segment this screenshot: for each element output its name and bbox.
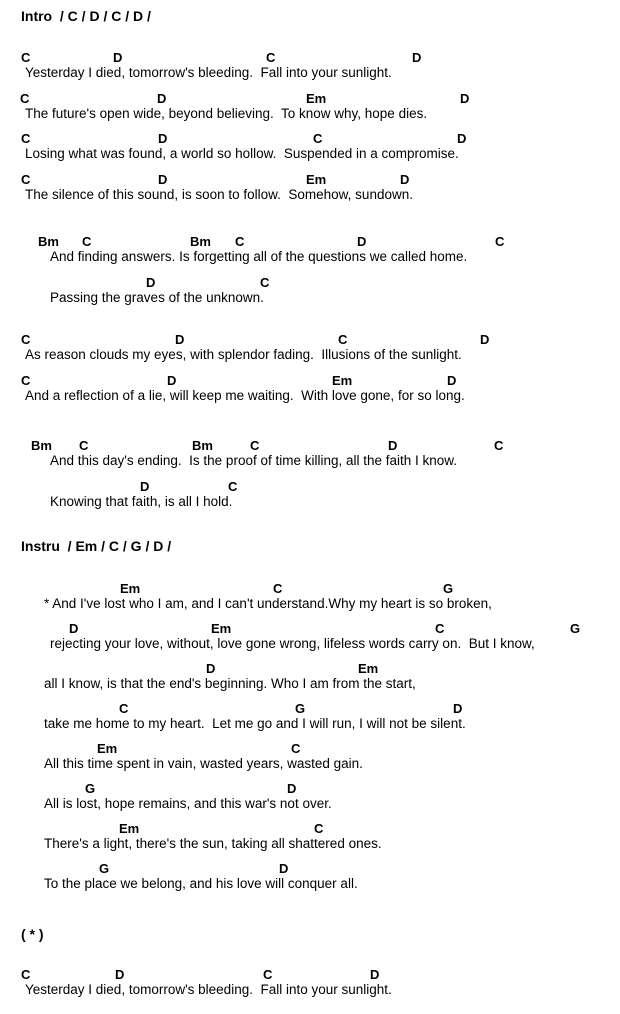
lyric-line: And finding answers. Is forgetting all of the questions we called home. [50,249,468,264]
chord-line [0,821,620,837]
chord-line [0,91,620,107]
lyric-line: rejecting your love, without, love gone wrong, lifeless words carry on. But I know, [50,636,535,651]
section-heading: ( * ) [21,926,44,942]
chord: D [453,701,463,716]
chord: Bm [38,234,59,249]
chord: C [266,50,276,65]
chord: Bm [190,234,211,249]
chord: D [206,661,216,676]
lyric-line: And this day's ending. Is the proof of time killing, all the faith I know. [50,453,458,468]
chord: Em [119,821,140,836]
lyric-line: Yesterday I died, tomorrow's bleeding. Fall into your sunlight. [25,65,392,80]
chord-line [0,438,620,454]
chord: C [20,91,30,106]
chord: C [21,332,31,347]
chord: Em [211,621,232,636]
lyric-line: All is lost, hope remains, and this war's not over. [44,796,332,811]
chord: D [146,275,156,290]
chord: D [158,172,168,187]
chord: C [21,172,31,187]
lyric-line: take me home to my heart. Let me go and I will run, I will not be silent. [44,716,466,731]
chord-line [0,661,620,677]
chord: C [291,741,301,756]
section-heading: Intro / C / D / C / D / [21,8,151,24]
chord: C [21,967,31,982]
chord: C [260,275,270,290]
chord: Bm [31,438,52,453]
chord: D [460,91,470,106]
chord-line [0,234,620,250]
chord: D [167,373,177,388]
chord: Em [306,91,327,106]
lyric-line: The future's open wide, beyond believing. To know why, hope dies. [25,106,428,121]
chord-line [0,861,620,877]
chord: D [480,332,490,347]
chord-line [0,581,620,597]
chord: C [21,50,31,65]
chord: Em [358,661,379,676]
chord-line [0,479,620,495]
chord: G [295,701,306,716]
lyric-line: The silence of this sound, is soon to follow. Somehow, sundown. [25,187,413,202]
lyric-line: Yesterday I died, tomorrow's bleeding. Fall into your sunlight. [25,982,392,997]
chord: C [82,234,92,249]
chord: C [494,438,504,453]
chord-line [0,275,620,291]
chord: Em [332,373,353,388]
chord: D [447,373,457,388]
chord: G [99,861,110,876]
chord: C [435,621,445,636]
chord: D [287,781,297,796]
chord: C [21,373,31,388]
chord-line [0,50,620,66]
chord: D [279,861,289,876]
chord: C [250,438,260,453]
chord: G [443,581,454,596]
chord: Em [306,172,327,187]
lyric-line: There's a light, there's the sun, taking all shattered ones. [44,836,382,851]
chord: C [228,479,238,494]
lyric-line: Losing what was found, a world so hollow. Suspended in a compromise. [25,146,459,161]
section-heading: Instru / Em / C / G / D / [21,538,172,554]
chord: D [113,50,123,65]
chord: C [495,234,505,249]
chord: C [79,438,89,453]
chord: D [140,479,150,494]
chord: Em [97,741,118,756]
chord: G [570,621,581,636]
chord-line [0,781,620,797]
chord-line [0,332,620,348]
chord: D [357,234,367,249]
chord: Bm [192,438,213,453]
chord-line [0,967,620,983]
chord: C [338,332,348,347]
chord: C [314,821,324,836]
chord-line [0,741,620,757]
chord-line [0,131,620,147]
chord: C [119,701,129,716]
chord: D [158,131,168,146]
chord-line [0,621,620,637]
chord: D [115,967,125,982]
chord-line [0,172,620,188]
chord: D [175,332,185,347]
lyric-line: all I know, is that the end's beginning. Who I am from the start, [44,676,416,691]
chord-line [0,373,620,389]
chord: G [85,781,96,796]
lyric-line: All this time spent in vain, wasted years, wasted gain. [44,756,363,771]
chord: Em [120,581,141,596]
chord: D [157,91,167,106]
lyric-line: Knowing that faith, is all I hold. [50,494,233,509]
chord: C [313,131,323,146]
chord: D [400,172,410,187]
chord: D [69,621,79,636]
lyric-line: Passing the graves of the unknown. [50,290,264,305]
chord: C [263,967,273,982]
chord: D [388,438,398,453]
lyric-line: To the place we belong, and his love will conquer all. [44,876,358,891]
chord: C [273,581,283,596]
lyric-line: As reason clouds my eyes, with splendor fading. Illusions of the sunlight. [25,347,462,362]
chord-line [0,701,620,717]
chord: C [235,234,245,249]
lyric-line: * And I've lost who I am, and I can't understand.Why my heart is so broken, [44,596,492,611]
chord: D [457,131,467,146]
chord: D [412,50,422,65]
lyric-line: And a reflection of a lie, will keep me waiting. With love gone, for so long. [25,388,465,403]
chord: D [370,967,380,982]
chord: C [21,131,31,146]
